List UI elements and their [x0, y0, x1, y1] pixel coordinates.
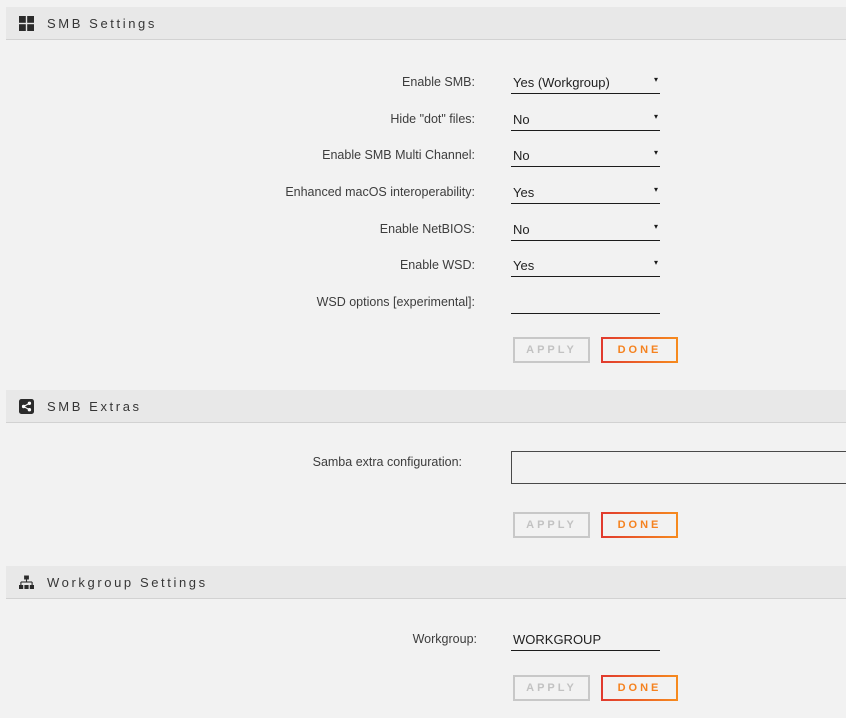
smb-settings-header [6, 7, 846, 40]
apply-button[interactable]: APPLY [513, 675, 590, 701]
caret-down-icon: ▾ [653, 112, 658, 121]
field-label: Enable NetBIOS: [379, 222, 475, 236]
select-value: No [513, 222, 530, 237]
select-value: Yes [513, 185, 535, 200]
smb-extras-header [6, 390, 846, 423]
done-button[interactable]: DONE [601, 512, 678, 538]
enable-netbios-select[interactable] [511, 218, 660, 241]
apply-button[interactable]: APPLY [513, 512, 590, 538]
smb-multi-channel-select[interactable] [511, 144, 660, 167]
windows-icon [19, 16, 34, 31]
done-button[interactable]: DONE [601, 675, 678, 701]
caret-down-icon: ▾ [653, 75, 658, 84]
select-value: Yes [513, 258, 535, 273]
hide-dot-files-select[interactable] [511, 108, 660, 131]
select-value: Yes (Workgroup) [513, 75, 610, 90]
done-button[interactable]: DONE [601, 337, 678, 363]
field-label: Samba extra configuration: [312, 455, 462, 469]
samba-extra-config-textarea[interactable] [511, 451, 846, 484]
field-label: WSD options [experimental]: [316, 295, 475, 309]
wsd-options-input[interactable] [511, 291, 660, 314]
sitemap-icon [19, 575, 34, 590]
caret-down-icon: ▾ [653, 148, 658, 157]
field-label: Workgroup: [412, 632, 477, 646]
section-title: SMB Settings [47, 15, 157, 31]
field-label: Hide "dot" files: [390, 112, 475, 126]
caret-down-icon: ▾ [653, 258, 658, 267]
caret-down-icon: ▾ [653, 222, 658, 231]
caret-down-icon: ▾ [653, 185, 658, 194]
field-label: Enable WSD: [399, 258, 475, 272]
workgroup-settings-header [6, 566, 846, 599]
field-label: Enhanced macOS interoperability: [285, 185, 475, 199]
enable-smb-select[interactable] [511, 71, 660, 94]
section-title: Workgroup Settings [47, 574, 208, 590]
select-value: No [513, 148, 530, 163]
share-icon [19, 399, 34, 414]
apply-button[interactable]: APPLY [513, 337, 590, 363]
macos-interop-select[interactable] [511, 181, 660, 204]
section-title: SMB Extras [47, 398, 142, 414]
field-label: Enable SMB Multi Channel: [322, 148, 475, 162]
select-value: No [513, 112, 530, 127]
workgroup-input[interactable] [511, 628, 660, 651]
field-label: Enable SMB: [402, 75, 475, 89]
enable-wsd-select[interactable] [511, 254, 660, 277]
